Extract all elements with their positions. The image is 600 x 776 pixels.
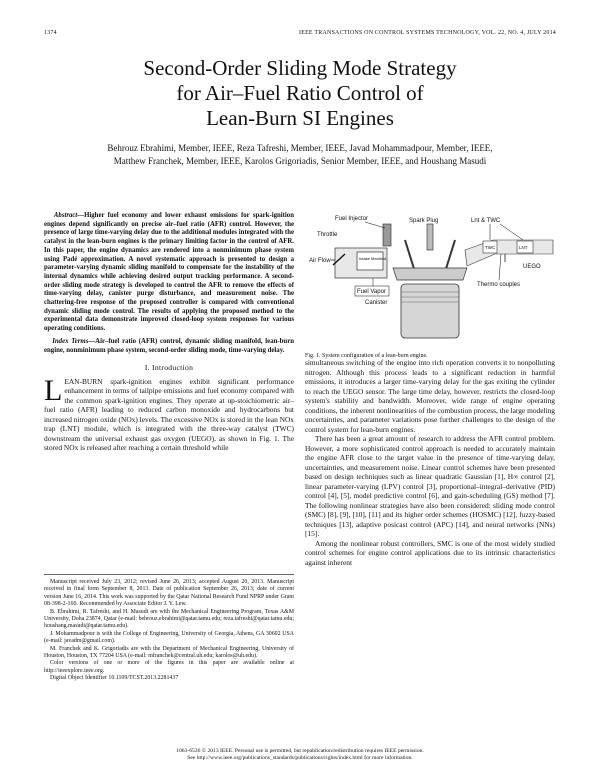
abstract-text: Higher fuel economy and lower exhaust emissions for spark-ignition engines depend significantly on precise air–fuel ratio (AFR) control. However, the presence of large time-varying delay due to the additional modules integrated with the catalyst in the lean-burn engines is the primary limiting factor in the control of AFR. In this paper, the engine dynamics are rendered into a nonminimum phase system using Padé approximation. A novel systematic approach is presented to design a parameter-varying dynamic sliding manifold to compensate for the instability of the internal dynamics while achieving desired output tracking performance. A second-order sliding mode strategy is developed to control the AFR to remove the effects of time-varying delay, canister purge disturbance, and measurement noise. The chattering-free response of the proposed controller is compared with conventional dynamic sliding mode control. The results of applying the proposed method to the experimental data demonstrate improved closed-loop system responses for various operating conditions. — [44, 212, 294, 333]
throttle-label: Throttle — [317, 232, 338, 238]
title-line: Lean-Burn SI Engines — [206, 106, 394, 130]
left-column — [44, 212, 294, 453]
section-heading: I. Introduction — [144, 363, 194, 373]
title-line: for Air–Fuel Ratio Control of — [176, 81, 424, 105]
index-terms-label: Index Terms— — [52, 337, 96, 345]
intro-paragraph: EAN-BURN spark-ignition engines exhibit significant performance enhancement in terms of tailpipe emissions and fuel economy compared with the common spark-ignition engines. They operate at up-stoichiometric air–fuel ratio (AFR) leading to reduced carbon monoxide and hydrocarbons but increased nitrogen oxide (NOx) levels. The excessive NOx is stored in the lean NOx trap (LNT) module, which is integrated with the three-way catalyst (TWC) downstream the universal exhaust gas oxygen (UEGO), as shown in Fig. 1. The stored NOx is released after reaching a certain threshold while — [44, 376, 294, 453]
authors-line: Behrouz Ebrahimi, Member, IEEE, Reza Tafreshi, Member, IEEE, Javad Mohammadpour, Member, IEEE, — [107, 143, 493, 153]
abstract-label: Abstract— — [53, 212, 85, 219]
footnote: Color versions of one or more of the figures in this paper are available online at http://ieeexplore.ieee.org. — [44, 660, 294, 674]
leader-line — [365, 222, 385, 228]
authors-line: Matthew Franchek, Member, IEEE, Karolos Grigoriadis, Senior Member, IEEE, and Houshang Masudi — [113, 155, 487, 166]
intake-manifold-label: Intake Manifold — [359, 256, 387, 261]
engine-diagram — [305, 210, 555, 348]
leader-line — [500, 224, 523, 240]
paper-title — [44, 56, 556, 131]
page-number: 1374 — [44, 30, 57, 36]
body-paragraph: simultaneous switching of the engine into rich operation converts it to nonpolluting nitrogen. Although this process leads to a significant reduction in harmful emissions, it introduces a larger time-varying delay for the gas exiting the cylinder to reach the UEGO sensor. The large time delay, however, restricts the closed-loop system's stability and bandwidth. Moreover, wide range of engine operating conditions, the inherent nonlinearities of the combustion process, the large modeling uncertainties, and parameter variations pose further challenges to the design of the control system for lean-burn engines. — [305, 358, 555, 434]
body-paragraph: There has been a great amount of research to address the AFR control problem. However, a more sophisticated control approach is needed to accurately maintain the engine AFR close to the target value in the presence of time-varying delay, uncertainties, and measurement noise. Linear control schemes have been presented based on design techniques such as linear quadratic Gaussian [1], H∞ control [2], linear parameter-varying (LPV) control [3], proportional–integral–derivative (PID) control [4], [5], model predictive control [6], and gain-scheduling (GS) method [7]. The following nonlinear strategies have also been considered: sliding mode control (SMC) [8], [9], [10], [11] and its higher order schemes (HOSMC) [12], fuzzy-based techniques [13], adaptive posicast control (APC) [14], and neural networks (NNs) [15]. — [305, 434, 555, 538]
exhaust-valve — [445, 240, 455, 272]
drop-cap: L — [44, 373, 63, 407]
introduction — [44, 373, 294, 453]
air-flow-label: Air Flow — [309, 258, 331, 264]
intake-manifold-box — [357, 252, 383, 270]
canister-label: Canister — [365, 300, 388, 306]
abstract — [44, 212, 294, 334]
cylinder-head — [393, 268, 467, 280]
footnote: B. Ebrahimi, R. Tafreshi, and H. Masudi are with the Mechanical Engineering Program, Texas A&M University, Doha 23874, Qatar (e-mail: behrouz.ebrahimi@qatar.tamu.edu; reza.tafreshi@qatar.tamu.edu; houshang.masudi@qatar.tamu.edu). — [44, 608, 294, 630]
uego-label: UEGO — [523, 264, 541, 270]
body-paragraph: Among the nonlinear robust controllers, SMC is one of the most widely studied control schemes for engine control applications due to its intrinsic characteristics against inherent — [305, 538, 555, 567]
figure-engine-diagram — [305, 210, 555, 348]
journal-name: IEEE TRANSACTIONS ON CONTROL SYSTEMS TECHNOLOGY, VOL. 22, NO. 4, JULY 2014 — [299, 30, 556, 36]
fuel-injector — [383, 224, 391, 246]
lnt-label: LNT — [519, 245, 528, 250]
copyright-notice — [0, 748, 600, 762]
twc-label: TWC — [485, 245, 496, 250]
rights-link: See http://www.ieee.org/publications_standards/publications/rights/index.html for more information. — [187, 755, 413, 762]
spark-plug-label: Spark Plug — [409, 218, 439, 224]
right-column — [305, 358, 555, 567]
copyright-line: 1063-6536 © 2013 IEEE. Personal use is permitted, but republication/redistribution requires IEEE permission. — [176, 748, 424, 754]
figure-caption: Fig. 1. System configuration of a lean-burn engine. — [305, 353, 428, 359]
footnotes — [44, 574, 294, 683]
lnt-twc-label: Lnt & TWC — [471, 218, 501, 224]
footnote: J. Mohammadpour is with the College of Engineering, University of Georgia, Athens, GA 30602 USA (e-mail: javadm@gmail.com). — [44, 630, 294, 645]
footnote: Digital Object Identifier 10.1109/TCST.2013.2281437 — [50, 675, 179, 682]
spark-plug — [427, 224, 433, 250]
fuel-vapor-label: Fuel Vapor — [357, 289, 386, 295]
index-terms — [44, 338, 294, 355]
author-list — [44, 142, 556, 167]
index-terms-text: Air–fuel ratio (AFR) control, dynamic sliding manifold, lean-burn engine, nonminimum phase system, second-order sliding mode, time-varying delay. — [44, 337, 294, 354]
fuel-injector-label: Fuel Injector — [335, 216, 369, 222]
intake-valve — [405, 240, 415, 272]
title-line: Second-Order Sliding Mode Strategy — [143, 56, 457, 80]
exhaust-pipe — [465, 240, 553, 266]
thermocouples-label: Thermo couples — [477, 282, 521, 288]
footnote: Manuscript received July 23, 2012; revised June 26, 2013; accepted August 20, 2013. Manuscript received in final form September 8, 2013. Date of publication September 26, 2013; date of current version June 16, 2014. This work was supported by the Qatar National Research Fund NPRP under Grant 08-398-2-160. Recommended by Associate Editor J. Y. Lew. — [44, 579, 294, 608]
footnote: M. Franchek and K. Grigoriadis are with the Department of Mechanical Engineering, University of Houston, Houston, TX 77204 USA (e-mail: mfranchek@central.uh.edu; karolos@uh.edu). — [44, 645, 294, 660]
leader-line — [499, 254, 501, 280]
